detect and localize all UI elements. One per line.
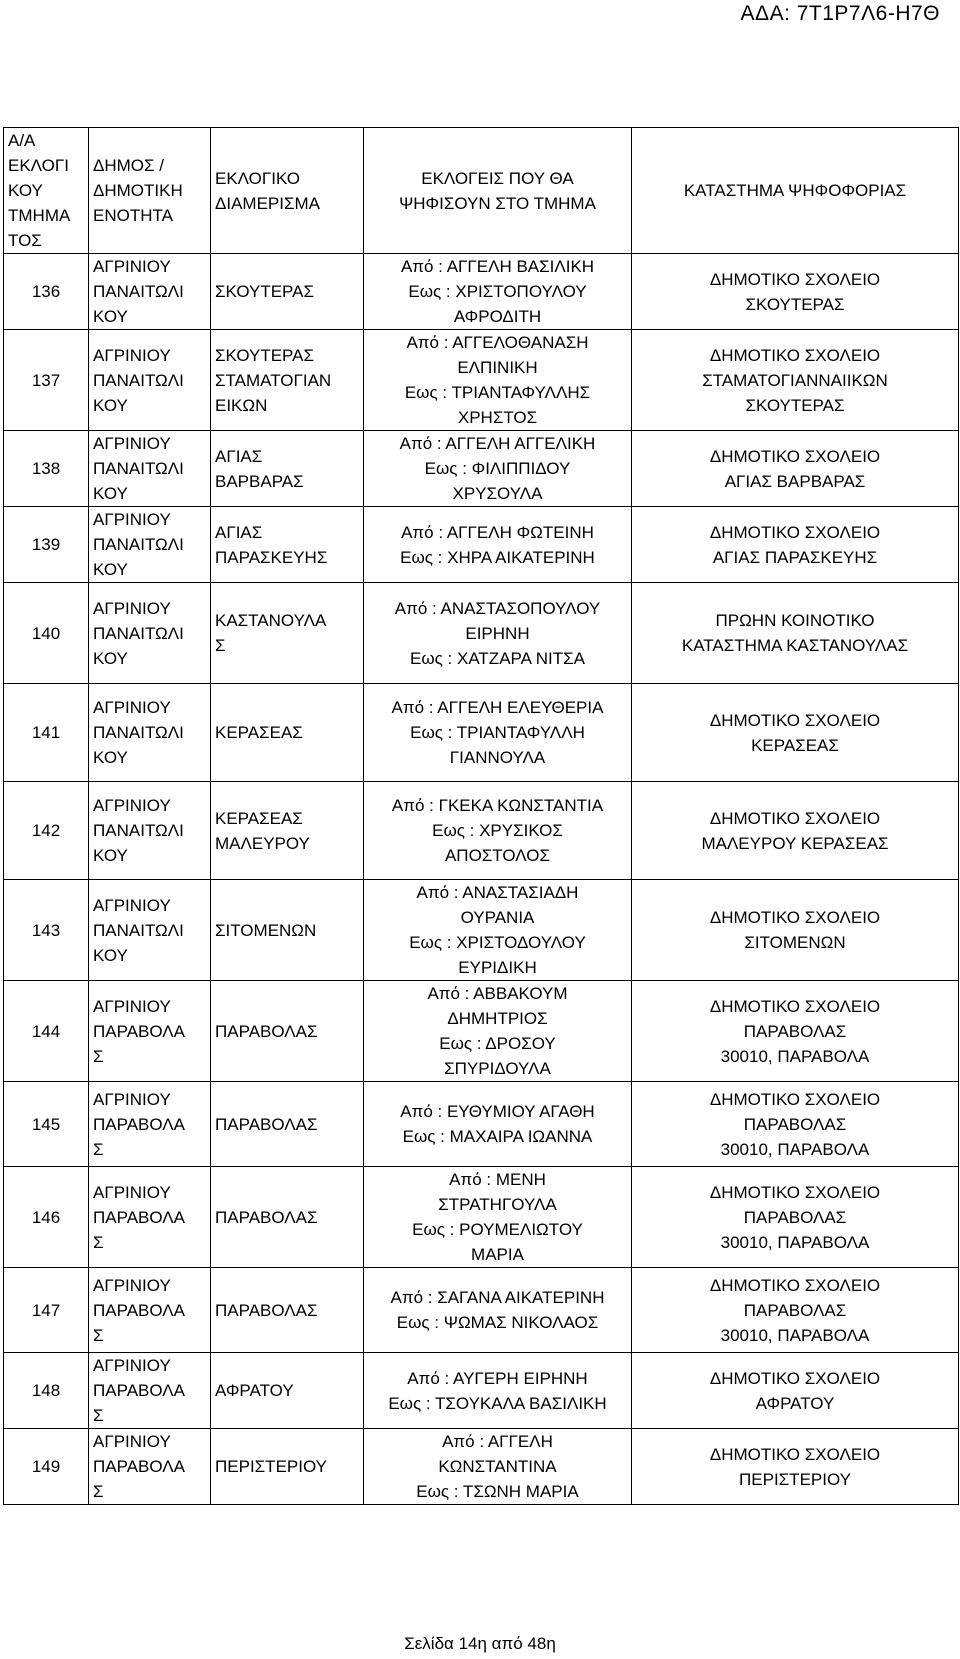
cell-line: ΣΤΑΜΑΤΟΓΙΑΝ (215, 370, 332, 390)
cell-line: Εως : ΜΑΧΑΙΡΑ ΙΩΑΝΝΑ (402, 1127, 593, 1146)
voters-cell (364, 1167, 632, 1268)
voters-cell (364, 782, 632, 880)
polling-station-cell (632, 1429, 959, 1505)
cell-line: Εως : ΧΗΡΑ ΑΙΚΑΤΕΡΙΝΗ (400, 547, 595, 567)
cell-line: ΧΡΗΣΤΟΣ (457, 408, 538, 427)
cell-line: ΕΙΚΩΝ (215, 395, 268, 415)
cell-line: Από : ΕΥΘΥΜΙΟΥ ΑΓΑΘΗ (400, 1102, 595, 1121)
cell-line: Από : ΑΓΓΕΛΗ ΒΑΣΙΛΙΚΗ (400, 257, 595, 276)
cell-line: ΔΗΜΟΤΙΚΗ (93, 181, 183, 200)
polling-station-cell (632, 330, 959, 431)
cell-line: ΚΩΝΣΤΑΝΤΙΝΑ (438, 1457, 557, 1476)
cell-line: ΠΑΡΑΒΟΛΑ (93, 1114, 185, 1134)
cell-line: ΚΕΡΑΣΕΑΣ (751, 735, 839, 755)
cell-line: Από : ΑΝΑΣΤΑΣΟΠΟΥΛΟΥ (394, 598, 601, 618)
cell-line: Από : ΑΓΓΕΛΗ ΑΓΓΕΛΙΚΗ (399, 434, 596, 453)
district-cell (211, 507, 364, 583)
cell-line: Από : ΓΚΕΚΑ ΚΩΝΣΤΑΝΤΙΑ (391, 796, 604, 815)
cell-line: ΠΑΡΑΒΟΛΑ (93, 1457, 185, 1476)
district-cell (211, 1353, 364, 1429)
cell-line: ΑΠΟΣΤΟΛΟΣ (444, 846, 551, 865)
voters-cell (364, 684, 632, 782)
cell-line: ΑΓΡΙΝΙΟΥ (93, 257, 171, 276)
cell-line: ΔΗΜΟΤΙΚΟ ΣΧΟΛΕΙΟ (709, 269, 881, 289)
cell-line: Εως : ΧΡΙΣΤΟΠΟΥΛΟΥ (408, 282, 587, 301)
header-section-number (4, 128, 89, 254)
cell-line: ΠΑΡΑΒΟΛΑΣ (743, 1114, 847, 1134)
district-cell (211, 1268, 364, 1353)
cell-line: ΟΥΡΑΝΙΑ (460, 908, 535, 927)
table-row (4, 684, 959, 782)
municipality-cell (89, 782, 211, 880)
section-number-cell: 146 (4, 1167, 89, 1268)
section-number-cell: 143 (4, 880, 89, 981)
section-number-cell: 145 (4, 1082, 89, 1167)
table-row (4, 583, 959, 684)
polling-stations-table (3, 127, 959, 1505)
cell-line: ΚΟΥ (93, 395, 128, 415)
section-number-cell: 138 (4, 431, 89, 507)
voters-cell (364, 880, 632, 981)
cell-line: ΚΟΥ (93, 484, 128, 503)
voters-cell (364, 431, 632, 507)
polling-station-cell (632, 583, 959, 684)
cell-line: ΠΑΡΑΒΟΛΑ (93, 1207, 185, 1227)
cell-line: ΑΓΡΙΝΙΟΥ (93, 796, 171, 815)
voters-cell (364, 583, 632, 684)
cell-line: ΑΓΡΙΝΙΟΥ (93, 510, 171, 529)
cell-line: ΚΑΣΤΑΝΟΥΛΑ (215, 611, 327, 630)
cell-line: ΣΤΑΜΑΤΟΓΙΑΝΝΑΙΙΚΩΝ (702, 370, 888, 390)
polling-station-cell (632, 431, 959, 507)
municipality-cell (89, 1353, 211, 1429)
voters-cell (364, 1429, 632, 1505)
polling-station-cell (632, 1167, 959, 1268)
section-number-cell: 136 (4, 254, 89, 330)
polling-station-cell (632, 684, 959, 782)
cell-line: ΕΥΡΙΔΙΚΗ (458, 958, 537, 977)
cell-line: Από : ΑΒΒΑΚΟΥΜ (427, 984, 568, 1003)
cell-line: ΣΙΤΟΜΕΝΩΝ (215, 920, 317, 940)
cell-line: Από : ΜΕΝΗ (449, 1170, 546, 1189)
cell-line: ΑΓΙΑΣ ΒΑΡΒΑΡΑΣ (724, 471, 866, 491)
cell-line: Σ (93, 1406, 104, 1425)
cell-line: Σ (93, 1325, 104, 1345)
cell-line: Από : ΑΓΓΕΛΗ (442, 1432, 553, 1451)
table-row (4, 880, 959, 981)
district-cell (211, 583, 364, 684)
cell-line: ΠΑΝΑΙΤΩΛΙ (93, 821, 184, 840)
cell-line: ΣΠΥΡΙΔΟΥΛΑ (444, 1059, 551, 1078)
cell-line: ΔΗΜΟΤΙΚΟ ΣΧΟΛΕΙΟ (709, 996, 881, 1016)
cell-line: Σ (93, 1139, 104, 1159)
cell-line: ΔΗΜΟΤΙΚΟ ΣΧΟΛΕΙΟ (709, 710, 881, 730)
cell-line: ΤΟΣ (8, 231, 42, 250)
cell-line: Εως : ΤΣΟΥΚΑΛΑ ΒΑΣΙΛΙΚΗ (388, 1393, 607, 1413)
cell-line: Από : ΑΥΓΕΡΗ ΕΙΡΗΝΗ (407, 1368, 588, 1388)
cell-line: ΜΑΛΕΥΡΟΥ (215, 833, 310, 853)
polling-station-cell (632, 1353, 959, 1429)
table-header-row (4, 128, 959, 254)
table-row (4, 507, 959, 583)
municipality-cell (89, 981, 211, 1082)
polling-station-cell (632, 880, 959, 981)
polling-station-cell (632, 1268, 959, 1353)
polling-station-cell (632, 981, 959, 1082)
cell-line: ΚΟΥ (8, 181, 43, 200)
municipality-cell (89, 431, 211, 507)
cell-line: Σ (93, 1482, 104, 1501)
section-number-cell: 149 (4, 1429, 89, 1505)
cell-line: ΑΓΡΙΝΙΟΥ (93, 1089, 171, 1109)
cell-line: ΑΓΙΑΣ (215, 446, 263, 466)
cell-line: ΚΕΡΑΣΕΑΣ (215, 723, 303, 742)
table-row (4, 254, 959, 330)
cell-line: ΒΑΡΒΑΡΑΣ (215, 471, 304, 491)
district-cell (211, 1167, 364, 1268)
voters-cell (364, 254, 632, 330)
cell-line: ΔΗΜΟΤΙΚΟ ΣΧΟΛΕΙΟ (709, 808, 881, 828)
cell-line: ΣΙΤΟΜΕΝΩΝ (744, 933, 846, 952)
cell-line: ΠΑΡΑΒΟΛΑΣ (215, 1021, 318, 1041)
municipality-cell (89, 330, 211, 431)
cell-line: ΣΚΟΥΤΕΡΑΣ (745, 294, 845, 314)
cell-line: ΕΚΛΟΓΕΙΣ ΠΟΥ ΘΑ (421, 168, 574, 188)
voters-cell (364, 1268, 632, 1353)
cell-line: ΔΗΜΟΣ / (93, 156, 164, 175)
polling-station-cell (632, 254, 959, 330)
cell-line: ΠΑΝΑΙΤΩΛΙ (93, 370, 184, 390)
municipality-cell (89, 1167, 211, 1268)
cell-line: ΑΓΡΙΝΙΟΥ (93, 1275, 171, 1295)
section-number-cell: 144 (4, 981, 89, 1082)
cell-line: ΕΚΛΟΓΙΚΟ (215, 168, 301, 188)
table-row (4, 1353, 959, 1429)
cell-line: Σ (215, 636, 226, 655)
municipality-cell (89, 684, 211, 782)
cell-line: Εως : ΧΡΥΣΙΚΟΣ (432, 821, 563, 840)
district-cell (211, 1082, 364, 1167)
cell-line: ΠΡΩΗΝ ΚΟΙΝΟΤΙΚΟ (715, 611, 875, 630)
cell-line: ΠΑΡΑΣΚΕΥΗΣ (215, 547, 328, 567)
cell-line: Από : ΑΓΓΕΛΗ ΕΛΕΥΘΕΡΙΑ (391, 698, 604, 717)
cell-line: ΕΝΟΤΗΤΑ (93, 206, 173, 225)
district-cell (211, 254, 364, 330)
cell-line: Εως : ΨΩΜΑΣ ΝΙΚΟΛΑΟΣ (396, 1313, 599, 1332)
cell-line: ΠΑΝΑΙΤΩΛΙ (93, 459, 184, 478)
voters-cell (364, 1082, 632, 1167)
section-number-cell: 140 (4, 583, 89, 684)
table-row (4, 431, 959, 507)
cell-line: Σ (93, 1046, 104, 1066)
cell-line: Εως : ΤΡΙΑΝΤΑΦΥΛΛΗΣ (404, 383, 591, 402)
cell-line: ΔΗΜΟΤΙΚΟ ΣΧΟΛΕΙΟ (709, 1444, 881, 1464)
cell-line: ΑΦΡΑΤΟΥ (755, 1393, 835, 1413)
cell-line: ΚΟΥ (93, 945, 128, 965)
cell-line: Εως : ΧΑΤΖΑΡΑ ΝΙΤΣΑ (410, 648, 585, 668)
district-cell (211, 330, 364, 431)
cell-line: ΑΦΡΟΔΙΤΗ (453, 307, 542, 326)
cell-line: ΕΛΠΙΝΙΚΗ (457, 358, 538, 377)
header-voters (364, 128, 632, 254)
cell-line: Εως : ΤΡΙΑΝΤΑΦΥΛΛΗ (410, 723, 585, 742)
municipality-cell (89, 1082, 211, 1167)
cell-line: ΣΚΟΥΤΕΡΑΣ (215, 282, 314, 301)
cell-line: ΑΓΡΙΝΙΟΥ (93, 1356, 171, 1375)
cell-line: ΑΓΡΙΝΙΟΥ (93, 895, 171, 915)
cell-line: ΚΕΡΑΣΕΑΣ (215, 808, 303, 828)
cell-line: ΧΡΥΣΟΥΛΑ (452, 484, 543, 503)
cell-line: 30010, ΠΑΡΑΒΟΛΑ (720, 1046, 870, 1066)
cell-line: ΔΗΜΟΤΙΚΟ ΣΧΟΛΕΙΟ (709, 1089, 881, 1109)
voters-cell (364, 330, 632, 431)
cell-line: ΚΟΥ (93, 560, 128, 579)
cell-line: Εως : ΤΣΩΝΗ ΜΑΡΙΑ (416, 1482, 579, 1501)
cell-line: ΠΑΡΑΒΟΛΑ (93, 1381, 185, 1400)
section-number-cell: 141 (4, 684, 89, 782)
cell-line: 30010, ΠΑΡΑΒΟΛΑ (720, 1325, 870, 1345)
cell-line: ΚΟΥ (93, 748, 128, 767)
cell-line: ΑΓΡΙΝΙΟΥ (93, 698, 171, 717)
cell-line: Εως : ΔΡΟΣΟΥ (439, 1034, 556, 1053)
municipality-cell (89, 1429, 211, 1505)
section-number-cell: 139 (4, 507, 89, 583)
cell-line: ΑΓΡΙΝΙΟΥ (93, 1432, 171, 1451)
cell-line: Εως : ΦΙΛΙΠΠΙΔΟΥ (424, 459, 571, 478)
header-municipality (89, 128, 211, 254)
section-number-cell: 147 (4, 1268, 89, 1353)
cell-line: ΕΙΡΗΝΗ (465, 623, 530, 643)
cell-line: ΚΟΥ (93, 307, 128, 326)
cell-line: ΑΓΡΙΝΙΟΥ (93, 345, 171, 365)
cell-line: ΚΑΤΑΣΤΗΜΑ ΨΗΦΟΦΟΡΙΑΣ (683, 181, 907, 200)
cell-line: ΜΑΛΕΥΡΟΥ ΚΕΡΑΣΕΑΣ (701, 833, 889, 853)
cell-line: ΠΑΡΑΒΟΛΑ (93, 1021, 185, 1041)
table-row (4, 1167, 959, 1268)
table-row (4, 1268, 959, 1353)
table-row (4, 782, 959, 880)
cell-line: ΓΙΑΝΝΟΥΛΑ (449, 748, 546, 767)
cell-line: 30010, ΠΑΡΑΒΟΛΑ (720, 1139, 870, 1159)
cell-line: ΚΟΥ (93, 846, 128, 865)
municipality-cell (89, 880, 211, 981)
cell-line: ΔΗΜΟΤΙΚΟ ΣΧΟΛΕΙΟ (709, 1275, 881, 1295)
cell-line: ΔΗΜΟΤΙΚΟ ΣΧΟΛΕΙΟ (709, 1182, 881, 1202)
cell-line: ΠΑΡΑΒΟΛΑΣ (743, 1021, 847, 1041)
voters-cell (364, 981, 632, 1082)
voters-cell (364, 507, 632, 583)
cell-line: ΣΚΟΥΤΕΡΑΣ (215, 345, 314, 365)
district-cell (211, 431, 364, 507)
cell-line: ΠΑΡΑΒΟΛΑΣ (215, 1207, 318, 1227)
cell-line: ΔΗΜΟΤΙΚΟ ΣΧΟΛΕΙΟ (709, 522, 881, 542)
header-polling-station (632, 128, 959, 254)
table-row (4, 330, 959, 431)
cell-line: ΣΤΡΑΤΗΓΟΥΛΑ (438, 1195, 557, 1214)
polling-station-cell (632, 507, 959, 583)
cell-line: Α/Α (8, 131, 36, 150)
cell-line: ΠΑΝΑΙΤΩΛΙ (93, 535, 184, 554)
page-number: Σελίδα 14η από 48η (404, 1634, 556, 1653)
cell-line: Από : ΑΓΓΕΛΟΘΑΝΑΣΗ (406, 333, 589, 352)
cell-line: ΤΜΗΜΑ (8, 206, 71, 225)
cell-line: ΠΑΝΑΙΤΩΛΙ (93, 723, 184, 742)
municipality-cell (89, 1268, 211, 1353)
cell-line: ΔΗΜΟΤΙΚΟ ΣΧΟΛΕΙΟ (709, 345, 881, 365)
cell-line: ΔΗΜΗΤΡΙΟΣ (447, 1009, 548, 1028)
cell-line: Από : ΑΓΓΕΛΗ ΦΩΤΕΙΝΗ (401, 522, 594, 542)
cell-line: ΔΗΜΟΤΙΚΟ ΣΧΟΛΕΙΟ (709, 908, 881, 927)
cell-line: ΠΑΡΑΒΟΛΑΣ (215, 1300, 318, 1320)
table-row (4, 1082, 959, 1167)
municipality-cell (89, 583, 211, 684)
cell-line: ΑΦΡΑΤΟΥ (215, 1381, 294, 1400)
cell-line: ΨΗΦΙΣΟΥΝ ΣΤΟ ΤΜΗΜΑ (399, 193, 596, 213)
polling-station-cell (632, 1082, 959, 1167)
cell-line: ΣΚΟΥΤΕΡΑΣ (745, 395, 845, 415)
cell-line: ΠΑΝΑΙΤΩΛΙ (93, 920, 184, 940)
cell-line: ΑΓΙΑΣ (215, 522, 263, 542)
cell-line: ΠΕΡΙΣΤΕΡΙΟΥ (215, 1457, 327, 1476)
polling-station-cell (632, 782, 959, 880)
cell-line: Εως : ΧΡΙΣΤΟΔΟΥΛΟΥ (409, 933, 586, 952)
cell-line: ΠΑΡΑΒΟΛΑΣ (215, 1114, 318, 1134)
cell-line: ΚΟΥ (93, 648, 128, 668)
cell-line: ΠΕΡΙΣΤΕΡΙΟΥ (739, 1469, 851, 1489)
district-cell (211, 981, 364, 1082)
cell-line: ΑΓΡΙΝΙΟΥ (93, 1182, 171, 1202)
cell-line: ΕΚΛΟΓΙ (8, 156, 69, 175)
section-number-cell: 142 (4, 782, 89, 880)
cell-line: 30010, ΠΑΡΑΒΟΛΑ (720, 1232, 870, 1252)
cell-line: Σ (93, 1232, 104, 1252)
cell-line: ΠΑΡΑΒΟΛΑΣ (743, 1207, 847, 1227)
cell-line: ΠΑΡΑΒΟΛΑΣ (743, 1300, 847, 1320)
cell-line: ΑΓΙΑΣ ΠΑΡΑΣΚΕΥΗΣ (712, 547, 878, 567)
cell-line: Από : ΣΑΓΑΝΑ ΑΙΚΑΤΕΡΙΝΗ (390, 1288, 605, 1307)
district-cell (211, 684, 364, 782)
cell-line: ΚΑΤΑΣΤΗΜΑ ΚΑΣΤΑΝΟΥΛΑΣ (681, 636, 909, 655)
section-number-cell: 148 (4, 1353, 89, 1429)
cell-line: ΔΗΜΟΤΙΚΟ ΣΧΟΛΕΙΟ (709, 446, 881, 466)
cell-line: ΜΑΡΙΑ (471, 1245, 524, 1264)
section-number-cell: 137 (4, 330, 89, 431)
header-district (211, 128, 364, 254)
table-row (4, 981, 959, 1082)
cell-line: ΑΓΡΙΝΙΟΥ (93, 996, 171, 1016)
cell-line: Από : ΑΝΑΣΤΑΣΙΑΔΗ (416, 883, 579, 902)
cell-line: Εως : ΡΟΥΜΕΛΙΩΤΟΥ (412, 1220, 583, 1239)
cell-line: ΔΗΜΟΤΙΚΟ ΣΧΟΛΕΙΟ (709, 1368, 881, 1388)
cell-line: ΠΑΡΑΒΟΛΑ (93, 1300, 185, 1320)
district-cell (211, 880, 364, 981)
municipality-cell (89, 507, 211, 583)
cell-line: ΑΓΡΙΝΙΟΥ (93, 598, 171, 618)
voters-cell (364, 1353, 632, 1429)
cell-line: ΠΑΝΑΙΤΩΛΙ (93, 623, 184, 643)
cell-line: ΔΙΑΜΕΡΙΣΜΑ (215, 193, 320, 213)
cell-line: ΑΓΡΙΝΙΟΥ (93, 434, 171, 453)
municipality-cell (89, 254, 211, 330)
cell-line: ΠΑΝΑΙΤΩΛΙ (93, 282, 184, 301)
district-cell (211, 1429, 364, 1505)
table-row (4, 1429, 959, 1505)
document-code: ΑΔΑ: 7Τ1Ρ7Λ6-Η7Θ (740, 2, 940, 25)
district-cell (211, 782, 364, 880)
